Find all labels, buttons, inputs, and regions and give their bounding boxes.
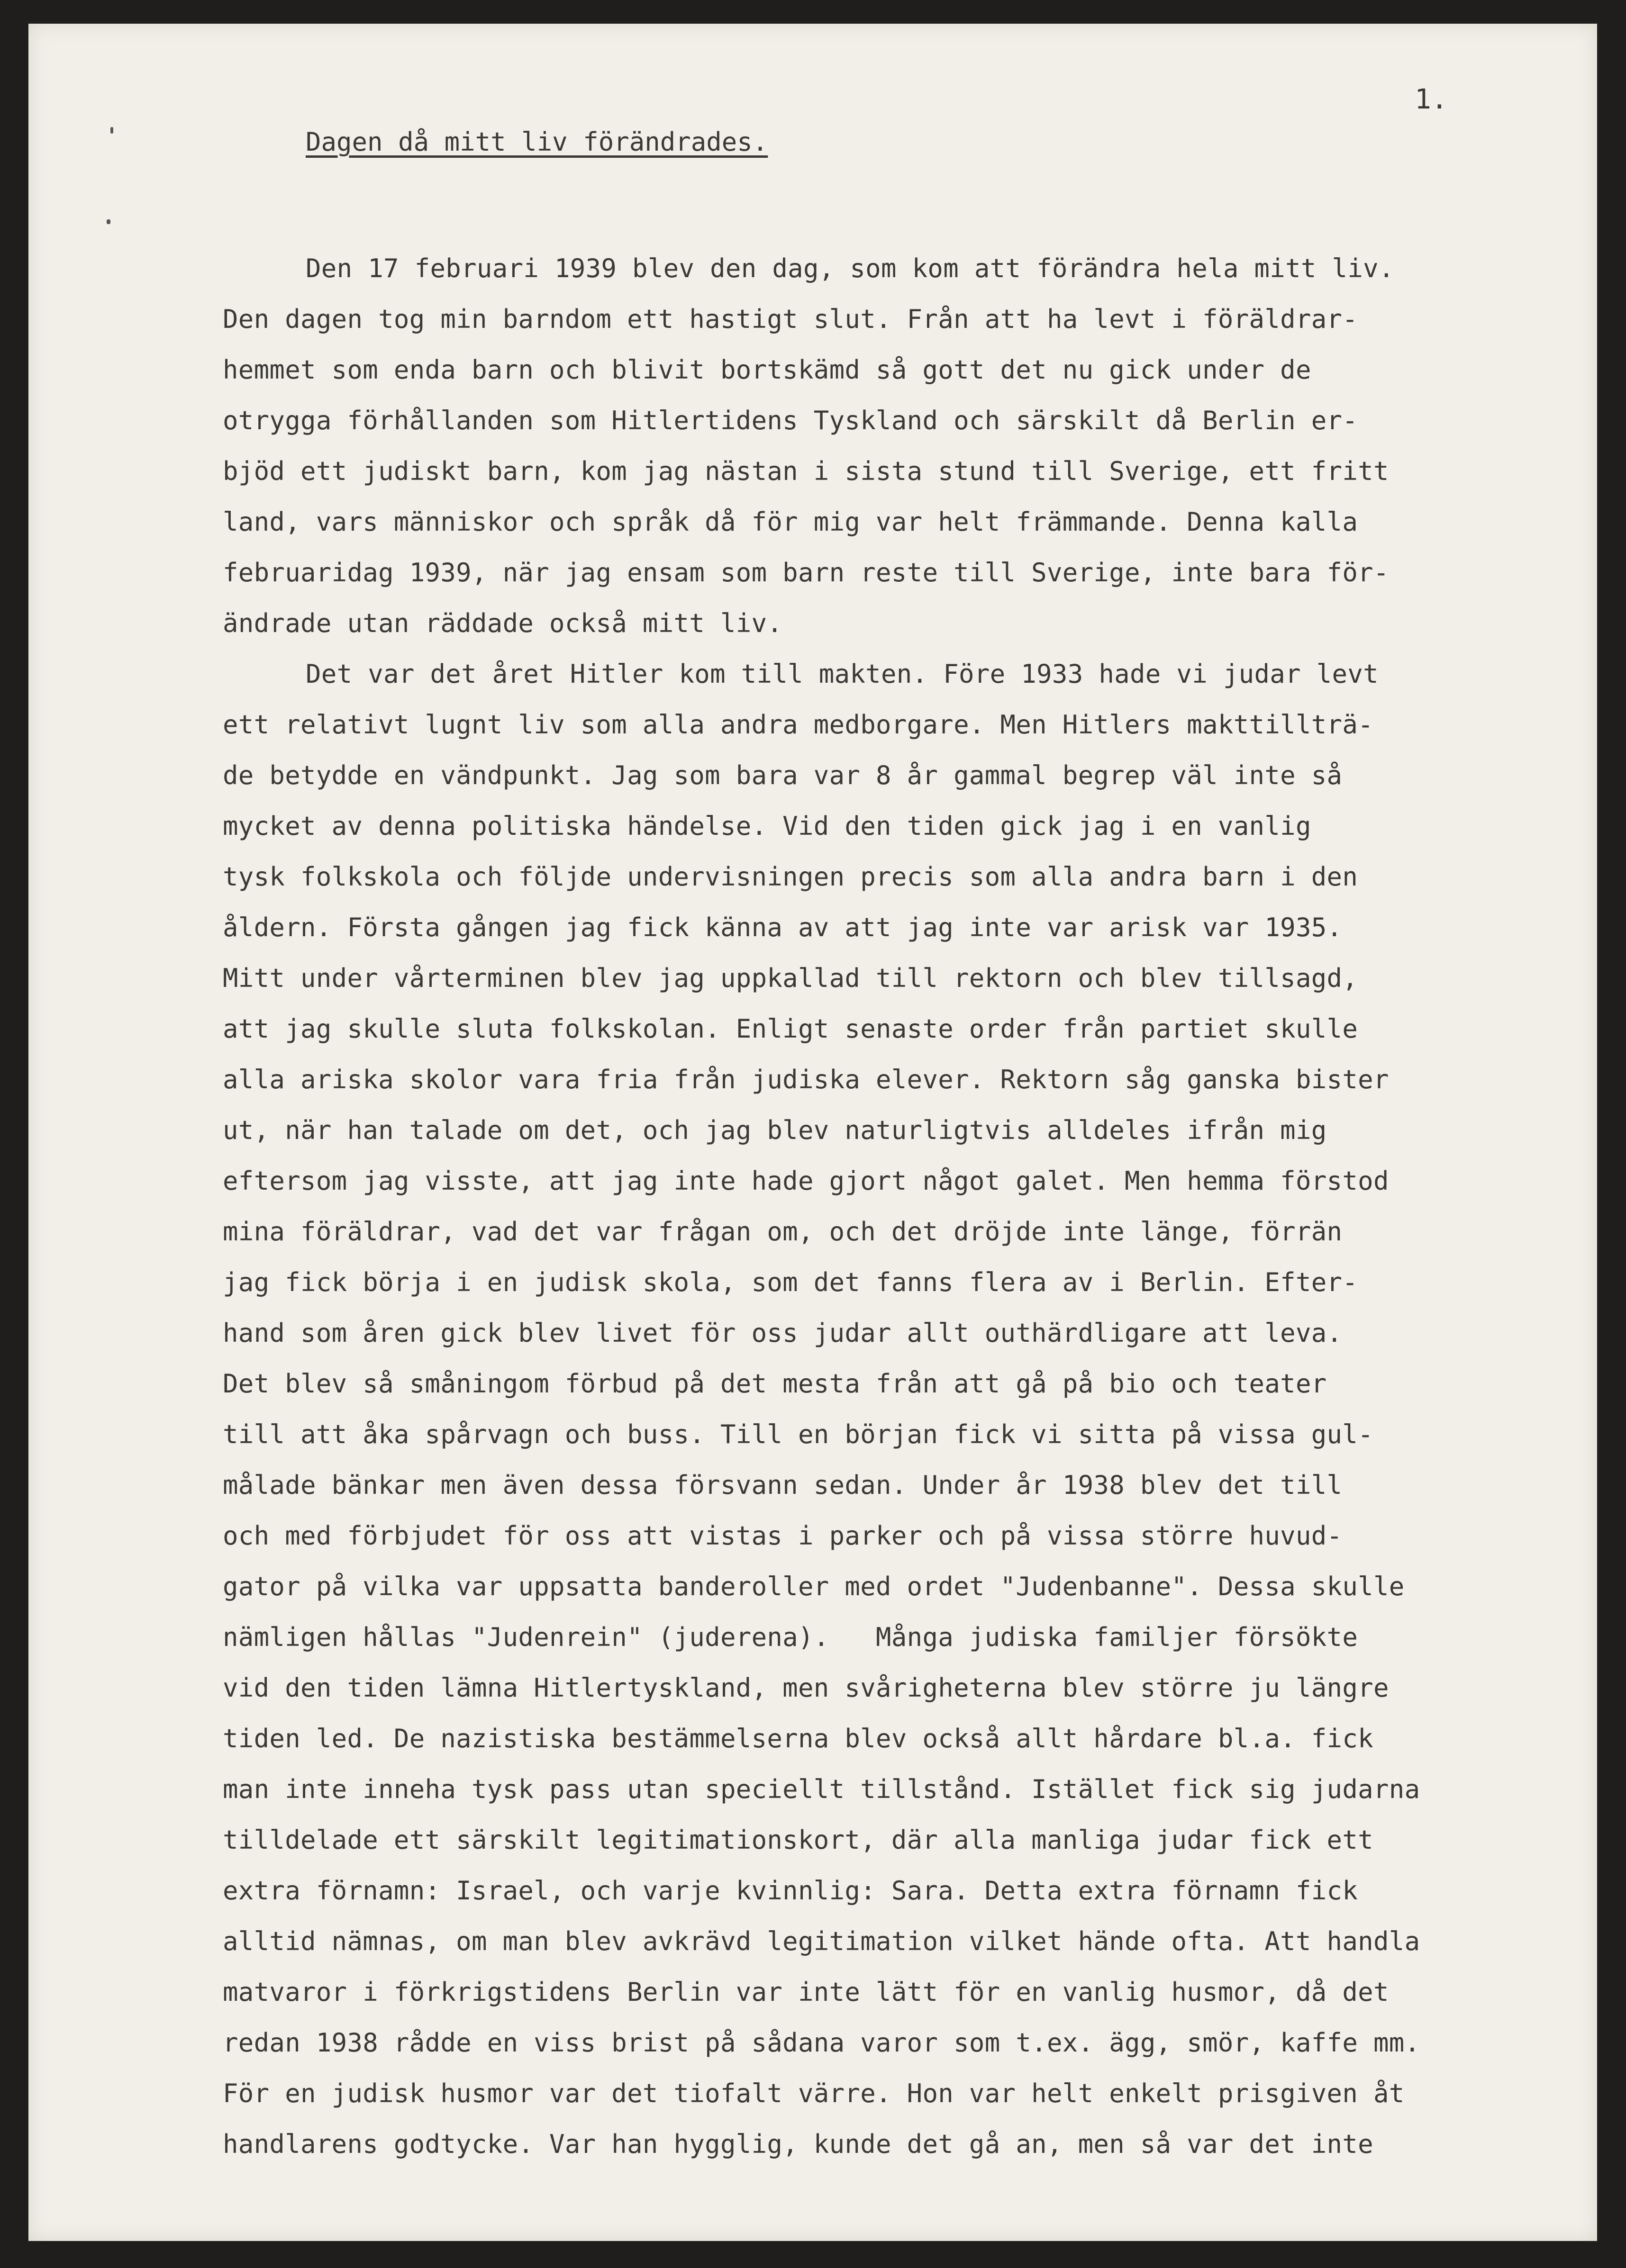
text-line: redan 1938 rådde en viss brist på sådana varor som t.ex. ägg, smör, kaffe mm. (223, 2028, 1420, 2058)
text-line: ut, när han talade om det, och jag blev naturligtvis alldeles ifrån mig (223, 1115, 1327, 1145)
text-line: till att åka spårvagn och buss. Till en början fick vi sitta på vissa gul- (223, 1419, 1373, 1449)
text-line: Den 17 februari 1939 blev den dag, som kom att förändra hela mitt liv. (306, 253, 1394, 283)
text-line: hemmet som enda barn och blivit bortskämd så gott det nu gick under de (223, 355, 1311, 385)
text-line: extra förnamn: Israel, och varje kvinnlig: Sara. Detta extra förnamn fick (223, 1876, 1358, 1906)
text-line: jag fick börja i en judisk skola, som det fanns flera av i Berlin. Efter- (223, 1267, 1358, 1297)
document-title: Dagen då mitt liv förändrades. (306, 127, 768, 157)
text-line: Det var det året Hitler kom till makten. Före 1933 hade vi judar levt (306, 659, 1379, 689)
text-line: eftersom jag visste, att jag inte hade gjort något galet. Men hemma förstod (223, 1166, 1389, 1196)
text-line: mycket av denna politiska händelse. Vid den tiden gick jag i en vanlig (223, 811, 1311, 841)
text-line: Det blev så småningom förbud på det mesta från att gå på bio och teater (223, 1369, 1327, 1399)
text-line: man inte inneha tysk pass utan speciellt tillstånd. Istället fick sig judarna (223, 1774, 1420, 1804)
text-line: ändrade utan räddade också mitt liv. (223, 608, 783, 638)
text-line: de betydde en vändpunkt. Jag som bara var 8 år gammal begrep väl inte så (223, 760, 1343, 790)
page-number: 1. (1415, 83, 1448, 115)
margin-mark (110, 127, 113, 134)
text-line: alla ariska skolor vara fria från judiska elever. Rektorn såg ganska bister (223, 1065, 1389, 1094)
text-line: vid den tiden lämna Hitlertyskland, men svårigheterna blev större ju längre (223, 1673, 1389, 1703)
text-line: hand som åren gick blev livet för oss judar allt outhärdligare att leva. (223, 1318, 1343, 1348)
text-line: att jag skulle sluta folkskolan. Enligt senaste order från partiet skulle (223, 1014, 1358, 1044)
text-line: tiden led. De nazistiska bestämmelserna blev också allt hårdare bl.a. fick (223, 1724, 1373, 1753)
text-line: Mitt under vårterminen blev jag uppkallad till rektorn och blev tillsagd, (223, 963, 1358, 993)
text-line: tysk folkskola och följde undervisningen precis som alla andra barn i den (223, 862, 1358, 892)
text-line: gator på vilka var uppsatta banderoller med ordet "Judenbanne". Dessa skulle (223, 1572, 1405, 1601)
text-line: alltid nämnas, om man blev avkrävd legitimation vilket hände ofta. Att handla (223, 1926, 1420, 1956)
text-line: För en judisk husmor var det tiofalt värre. Hon var helt enkelt prisgiven åt (223, 2078, 1405, 2108)
text-line: och med förbjudet för oss att vistas i parker och på vissa större huvud- (223, 1521, 1343, 1551)
text-line: handlarens godtycke. Var han hygglig, kunde det gå an, men så var det inte (223, 2129, 1373, 2159)
text-line: land, vars människor och språk då för mig var helt främmande. Denna kalla (223, 507, 1358, 537)
text-line: Den dagen tog min barndom ett hastigt slut. Från att ha levt i föräldrar- (223, 304, 1358, 334)
text-line: nämligen hållas "Judenrein" (juderena). Många judiska familjer försökte (223, 1622, 1358, 1652)
text-line: otrygga förhållanden som Hitlertidens Tyskland och särskilt då Berlin er- (223, 406, 1358, 435)
margin-mark (107, 219, 110, 224)
text-line: tilldelade ett särskilt legitimationskort, där alla manliga judar fick ett (223, 1825, 1373, 1855)
text-line: målade bänkar men även dessa försvann sedan. Under år 1938 blev det till (223, 1470, 1343, 1500)
text-line: bjöd ett judiskt barn, kom jag nästan i sista stund till Sverige, ett fritt (223, 456, 1389, 486)
text-line: mina föräldrar, vad det var frågan om, och det dröjde inte länge, förrän (223, 1217, 1343, 1247)
text-line: ett relativt lugnt liv som alla andra medborgare. Men Hitlers makttillträ- (223, 710, 1373, 740)
text-line: åldern. Första gången jag fick känna av att jag inte var arisk var 1935. (223, 913, 1343, 942)
text-line: matvaror i förkrigstidens Berlin var inte lätt för en vanlig husmor, då det (223, 1977, 1389, 2007)
text-line: februaridag 1939, när jag ensam som barn reste till Sverige, inte bara för- (223, 558, 1389, 587)
